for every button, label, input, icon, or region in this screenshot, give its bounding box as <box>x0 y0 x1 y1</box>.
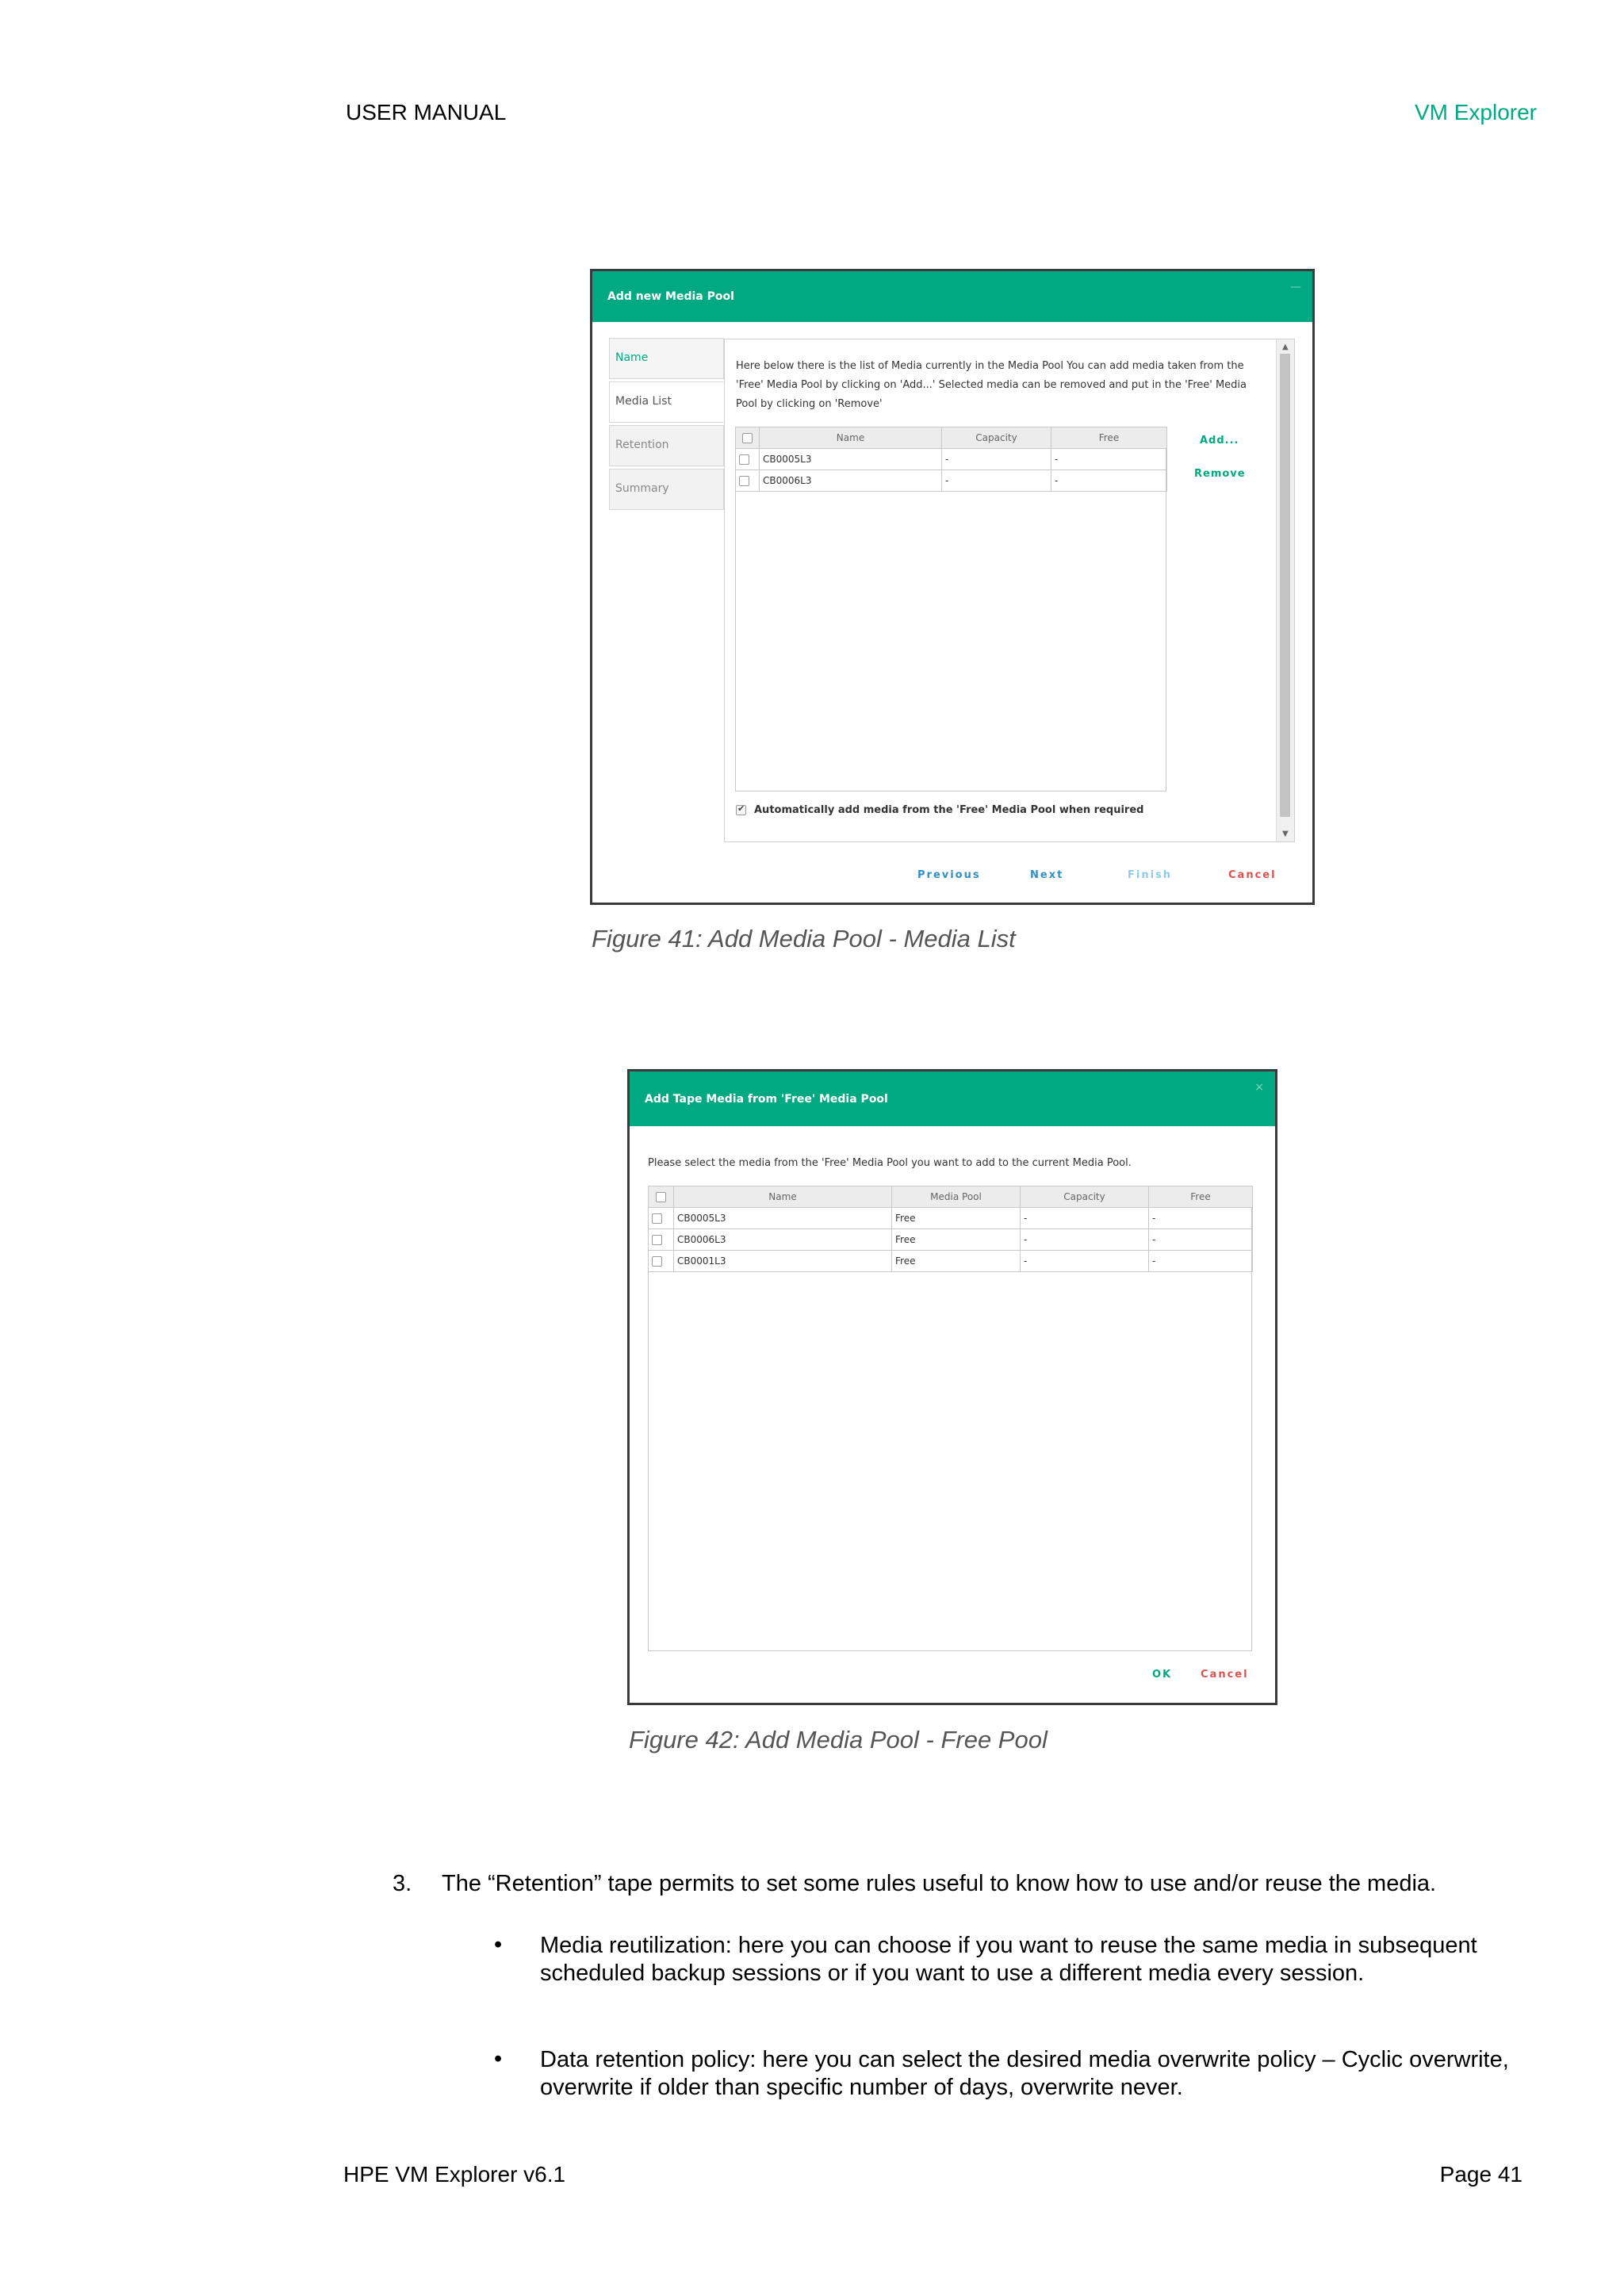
row-checkbox[interactable] <box>736 470 760 492</box>
cell-pool: Free <box>892 1229 1021 1251</box>
remove-button[interactable]: Remove <box>1194 468 1246 480</box>
table-row[interactable] <box>649 1251 1253 1272</box>
free-pool-description: Please select the media from the 'Free' Media Pool you want to add to the current Media Pool. <box>648 1157 1132 1169</box>
table-row[interactable] <box>736 449 1167 470</box>
cancel-button[interactable]: Cancel <box>1228 869 1277 881</box>
table-row[interactable] <box>649 1208 1253 1229</box>
cell-pool: Free <box>892 1208 1021 1229</box>
step-summary[interactable]: Summary <box>609 469 724 510</box>
vertical-scrollbar[interactable] <box>1276 339 1294 841</box>
header-product: VM Explorer <box>1414 100 1537 125</box>
column-media-pool[interactable]: Media Pool <box>892 1186 1021 1208</box>
cell-free: - <box>1149 1229 1253 1251</box>
cell-free: - <box>1149 1251 1253 1272</box>
header-title: USER MANUAL <box>346 100 507 125</box>
cell-name: CB0005L3 <box>674 1208 892 1229</box>
dialog-title: Add new Media Pool <box>592 271 1312 322</box>
auto-add-checkbox[interactable] <box>736 805 746 815</box>
ok-button[interactable]: OK <box>1152 1669 1173 1681</box>
cell-capacity: - <box>942 470 1051 492</box>
cell-name: CB0005L3 <box>760 449 942 470</box>
cell-name: CB0006L3 <box>760 470 942 492</box>
scroll-up-icon[interactable]: ▲ <box>1282 343 1289 351</box>
cell-free: - <box>1051 470 1167 492</box>
dialog-title: Add Tape Media from 'Free' Media Pool <box>630 1071 1275 1126</box>
close-icon[interactable]: × <box>1254 1081 1264 1094</box>
cell-pool: Free <box>892 1251 1021 1272</box>
cell-name: CB0006L3 <box>674 1229 892 1251</box>
bullet-data-retention: Data retention policy: here you can select the desired media overwrite policy – Cyclic overwrite, overwrite if older than specific number of days, overwrite never. <box>540 2047 1509 2100</box>
row-checkbox[interactable] <box>649 1251 674 1272</box>
previous-button[interactable]: Previous <box>917 869 981 881</box>
table-row[interactable] <box>649 1229 1253 1251</box>
scrollbar-thumb[interactable] <box>1280 354 1290 817</box>
bullet-icon: • <box>494 1932 503 1957</box>
media-list-description: Here below there is the list of Media currently in the Media Pool You can add media taken from the 'Free' Media Pool by clicking on 'Add...' Selected media can be removed and put in the 'Free' Media Pool by clicking on 'Remove' <box>736 360 1247 410</box>
next-button[interactable]: Next <box>1030 869 1064 881</box>
add-button[interactable]: Add... <box>1200 435 1239 447</box>
media-list-panel <box>724 339 1295 842</box>
retention-paragraph: The “Retention” tape permits to set some rules useful to know how to use and/or reuse the media. <box>442 1871 1437 1896</box>
auto-add-label: Automatically add media from the 'Free' Media Pool when required <box>754 804 1144 816</box>
cell-capacity: - <box>1021 1229 1149 1251</box>
step-media-list[interactable]: Media List <box>609 381 724 423</box>
figure-42-caption: Figure 42: Add Media Pool - Free Pool <box>629 1726 1048 1754</box>
bullet-media-reutilization: Media reutilization: here you can choose if you want to reuse the same media in subsequent scheduled backup sessions or if you want to use a different media every session. <box>540 1933 1477 1986</box>
add-media-pool-dialog <box>590 269 1315 905</box>
cancel-button[interactable]: Cancel <box>1201 1669 1249 1681</box>
column-free[interactable]: Free <box>1149 1186 1253 1208</box>
list-number: 3. <box>393 1871 412 1896</box>
auto-add-option[interactable] <box>736 804 1143 816</box>
cell-name: CB0001L3 <box>674 1251 892 1272</box>
step-name[interactable]: Name <box>609 338 724 379</box>
cell-free: - <box>1149 1208 1253 1229</box>
step-retention[interactable]: Retention <box>609 425 724 466</box>
table-row[interactable] <box>736 470 1167 492</box>
column-name[interactable]: Name <box>760 427 942 449</box>
select-all-checkbox[interactable] <box>649 1186 674 1208</box>
select-all-checkbox[interactable] <box>736 427 760 449</box>
row-checkbox[interactable] <box>649 1208 674 1229</box>
column-capacity[interactable]: Capacity <box>1021 1186 1149 1208</box>
add-tape-media-dialog <box>627 1069 1277 1705</box>
scroll-down-icon[interactable]: ▼ <box>1282 830 1289 838</box>
column-free[interactable]: Free <box>1051 427 1167 449</box>
bullet-icon: • <box>494 2046 503 2072</box>
column-capacity[interactable]: Capacity <box>942 427 1051 449</box>
row-checkbox[interactable] <box>649 1229 674 1251</box>
row-checkbox[interactable] <box>736 449 760 470</box>
media-table <box>735 427 1167 492</box>
cell-capacity: - <box>942 449 1051 470</box>
close-icon[interactable]: — <box>1290 281 1301 293</box>
cell-capacity: - <box>1021 1251 1149 1272</box>
free-media-table <box>648 1186 1253 1272</box>
column-name[interactable]: Name <box>674 1186 892 1208</box>
finish-button[interactable]: Finish <box>1128 869 1173 881</box>
footer-page-number: Page 41 <box>1439 2162 1522 2187</box>
figure-41-caption: Figure 41: Add Media Pool - Media List <box>592 925 1016 953</box>
footer-product: HPE VM Explorer v6.1 <box>343 2162 566 2187</box>
cell-capacity: - <box>1021 1208 1149 1229</box>
cell-free: - <box>1051 449 1167 470</box>
